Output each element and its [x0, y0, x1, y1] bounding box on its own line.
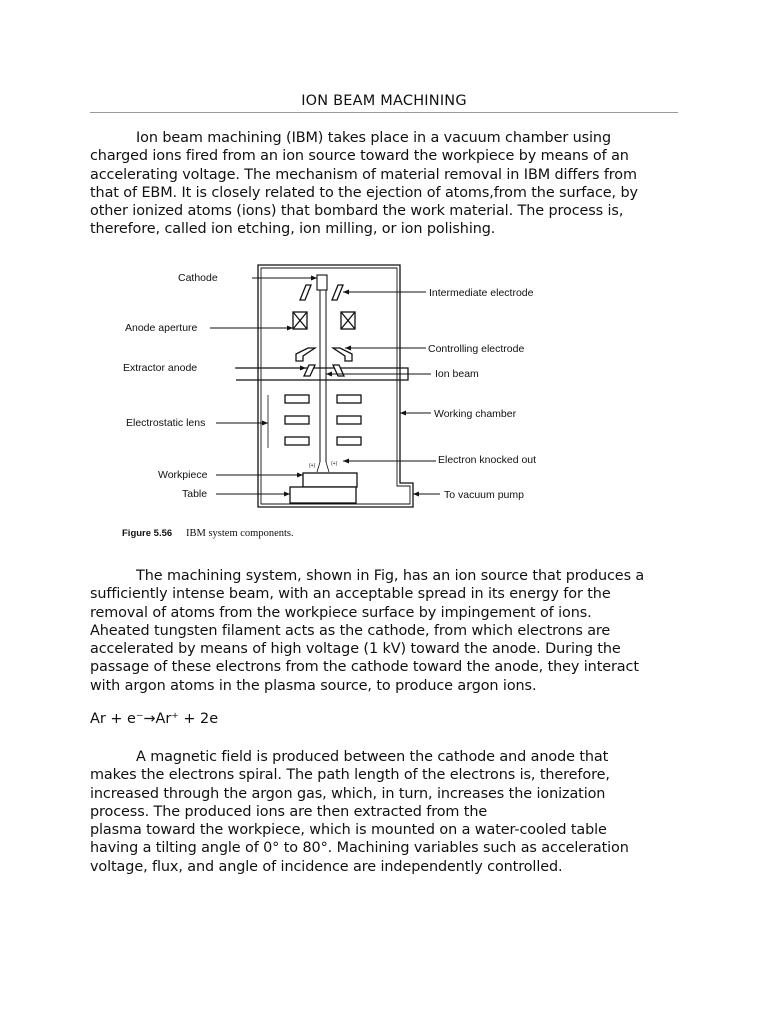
controlling-electrode-left [296, 348, 315, 361]
cathode-block [317, 275, 327, 290]
beam-mark-right: (+) [331, 461, 338, 467]
text-line: process. The produced ions are then extracted from the [90, 803, 488, 820]
intermediate-electrode-left [300, 285, 311, 300]
figure-caption-text: IBM system components. [186, 528, 294, 539]
text-line: plasma toward the workpiece, which is mounted on a water-cooled table [90, 822, 607, 839]
label-anode-aperture: Anode aperture [125, 322, 198, 334]
lens-plates-left [285, 395, 309, 445]
text-line: Aheated tungsten filament acts as the cathode, from which electrons are [90, 622, 611, 639]
intermediate-electrode-right [332, 285, 343, 300]
paragraph-machining-system [90, 567, 682, 695]
text-line: makes the electrons spiral. The path length of the electrons is, therefore, [90, 767, 610, 784]
table-block [290, 487, 356, 503]
label-controlling-electrode: Controlling electrode [428, 343, 525, 355]
arrow-controlling-electrode [345, 346, 351, 351]
figure-caption-number: Figure 5.56 [122, 528, 173, 539]
text-line: having a tilting angle of 0° to 80°. Machining variables such as acceleration [90, 840, 629, 857]
workpiece-block [303, 473, 357, 487]
label-table: Table [182, 488, 208, 500]
label-extractor-anode: Extractor anode [123, 362, 198, 374]
label-electrostatic-lens: Electrostatic lens [126, 417, 206, 429]
reaction-equation: Ar + e⁻→Ar⁺ + 2e [90, 711, 219, 727]
chamber-outline [258, 265, 413, 507]
label-workpiece: Workpiece [158, 469, 208, 481]
label-ion-beam: Ion beam [435, 368, 479, 380]
text-line: accelerating voltage. The mechanism of material removal in IBM differs from [90, 166, 637, 183]
label-vacuum-pump: To vacuum pump [444, 489, 524, 501]
arrow-table [284, 492, 290, 497]
lens-plates-right [337, 395, 361, 445]
text-line: The machining system, shown in Fig, has an ion source that produces a [136, 568, 645, 584]
label-working-chamber: Working chamber [434, 408, 517, 420]
text-line: that of EBM. It is closely related to the ejection of atoms,from the surface, by [90, 184, 638, 201]
ion-beam-spread [317, 462, 329, 472]
text-line: accelerated by means of high voltage (1 kV) toward the anode. During the [90, 641, 621, 658]
label-electron-knocked-out: Electron knocked out [438, 454, 537, 466]
text-line: charged ions fired from an ion source toward the workpiece by means of an [90, 148, 629, 165]
paragraph-intro [90, 129, 682, 239]
text-line: with argon atoms in the plasma source, to produce argon ions. [90, 677, 537, 694]
text-line: increased through the argon gas, which, in turn, increases the ionization [90, 785, 606, 802]
arrow-workpiece [297, 473, 303, 478]
text-line: sufficiently intense beam, with an acceptable spread in its energy for the [90, 586, 611, 603]
title-divider [90, 112, 678, 113]
chamber-inner-outline [261, 268, 410, 504]
paragraph-magnetic-field [90, 748, 682, 876]
anode-aperture-left [293, 312, 307, 329]
text-line: voltage, flux, and angle of incidence are independently controlled. [90, 858, 563, 875]
arrow-working-chamber [400, 411, 406, 416]
ibm-system-figure [118, 262, 538, 542]
arrow-extractor-anode [300, 366, 306, 371]
arrow-electrostatic-lens [262, 421, 268, 426]
label-intermediate-electrode: Intermediate electrode [429, 287, 534, 299]
arrow-electron-knocked-out [343, 459, 349, 464]
beam-mark-left: (+) [309, 463, 316, 469]
anode-aperture-right [341, 312, 355, 329]
text-line: A magnetic field is produced between the cathode and anode that [136, 749, 609, 765]
arrow-vacuum-pump [413, 492, 419, 497]
ibm-diagram [118, 262, 538, 542]
arrow-anode-aperture [287, 326, 293, 331]
controlling-electrode-right [333, 348, 352, 361]
text-line: other ionized atoms (ions) that bombard the work material. The process is, [90, 203, 624, 220]
text-line: Ion beam machining (IBM) takes place in a vacuum chamber using [136, 130, 611, 146]
text-line: therefore, called ion etching, ion milling, or ion polishing. [90, 221, 496, 238]
extractor-anode-left [304, 365, 315, 376]
arrow-ion-beam [326, 372, 332, 377]
arrow-intermediate-electrode [343, 290, 349, 295]
arrow-cathode [311, 276, 317, 281]
page-title: ION BEAM MACHINING [301, 93, 467, 109]
text-line: passage of these electrons from the cathode toward the anode, they interact [90, 659, 639, 676]
label-cathode: Cathode [178, 272, 218, 284]
text-line: removal of atoms from the workpiece surface by impingement of ions. [90, 604, 592, 621]
